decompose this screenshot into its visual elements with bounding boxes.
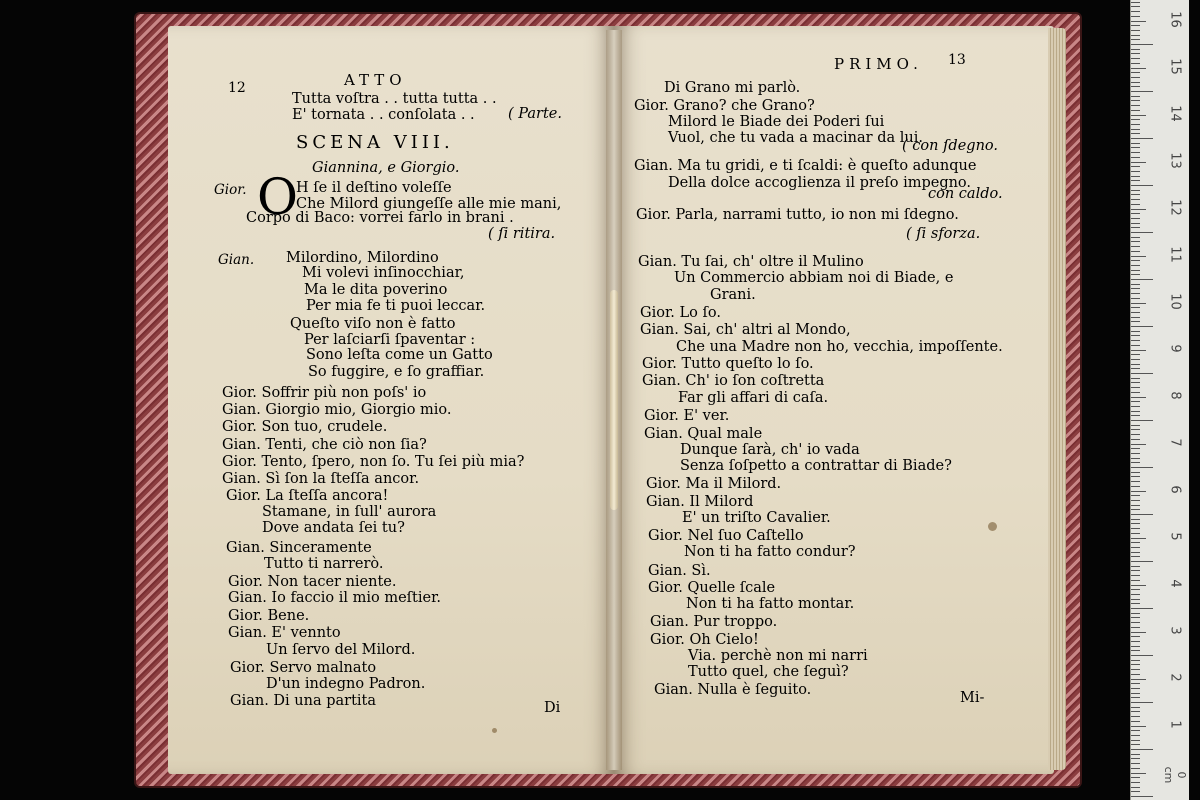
ruler-tick [1131, 415, 1140, 416]
binding-thread [610, 290, 618, 510]
ruler-tick [1131, 773, 1146, 774]
speaker-label: Gian. [218, 252, 255, 268]
ruler-tick [1131, 162, 1146, 163]
ruler-tick [1131, 674, 1140, 675]
ruler-tick [1131, 514, 1153, 515]
dialogue-line: Gian. Giorgio mio, Giorgio mio. [222, 402, 452, 418]
ruler-tick [1131, 185, 1153, 186]
ruler-tick [1131, 63, 1140, 64]
dialogue-line: Far gli affari di caſa. [678, 390, 829, 406]
ruler-tick [1131, 693, 1140, 694]
running-head: PRIMO. [834, 55, 923, 73]
ruler-tick [1131, 679, 1146, 680]
ruler-tick [1131, 721, 1140, 722]
ruler-tick [1131, 378, 1140, 379]
dialogue-line: Gior. Tutto queſto lo ſo. [642, 356, 814, 372]
ruler-tick [1131, 331, 1140, 332]
ruler-tick [1131, 655, 1153, 656]
dialogue-line: Stamane, in ſull' aurora [262, 504, 437, 520]
ruler-tick [1131, 495, 1140, 496]
ruler-tick [1131, 632, 1146, 633]
ruler-tick [1131, 86, 1140, 87]
ruler-tick [1131, 317, 1140, 318]
dialogue-line: Senza ſoſpetto a contrattar di Biade? [680, 458, 952, 474]
ruler-tick [1131, 481, 1140, 482]
ruler-tick [1131, 646, 1140, 647]
ruler-tick [1131, 6, 1140, 7]
ruler-tick [1131, 30, 1140, 31]
ruler-tick [1131, 251, 1140, 252]
ruler-label: 9 [1167, 344, 1183, 353]
ruler-tick [1131, 246, 1140, 247]
ruler-tick [1131, 726, 1146, 727]
dialogue-line: Gian. Tu ſai, ch' oltre il Mulino [638, 254, 864, 270]
ruler-label: 2 [1167, 673, 1183, 682]
ruler-tick [1131, 110, 1140, 111]
ruler-tick [1131, 476, 1140, 477]
ruler-tick [1131, 387, 1140, 388]
verse-line: Tutta voſtra . . tutta tutta . . [292, 91, 497, 107]
ruler-tick [1131, 758, 1140, 759]
dialogue-line: Gior. E' ver. [644, 408, 730, 424]
dialogue-line: Gior. Servo malnato [230, 660, 377, 676]
ruler-tick [1131, 171, 1140, 172]
ruler-tick [1131, 763, 1140, 764]
dialogue-line: Vuol, che tu vada a macinar da lui. [668, 130, 923, 146]
ruler-label: 13 [1167, 152, 1183, 169]
dialogue-line: Gian. Ma tu gridi, e ti ſcaldi: è queſto adunque [634, 158, 977, 174]
dialogue-line: Un Commercio abbiam noi di Biade, e [674, 270, 954, 286]
dialogue-line: Della dolce accoglienza il preſo impegno. [668, 175, 972, 191]
ruler-tick [1131, 256, 1146, 257]
dialogue-line: Un ſervo del Milord. [266, 642, 416, 658]
ruler-tick [1131, 133, 1140, 134]
ruler-tick [1131, 434, 1140, 435]
ruler-tick [1131, 232, 1153, 233]
ruler-tick [1131, 641, 1140, 642]
ruler-label: 3 [1167, 626, 1183, 635]
speaker-label: Gior. [214, 182, 247, 198]
ruler-tick [1131, 35, 1140, 36]
dialogue-line: Gior. Ma il Milord. [646, 476, 782, 492]
stage-direction: Giannina, e Giorgio. [312, 160, 460, 176]
ruler-tick [1131, 307, 1140, 308]
ruler-tick [1131, 570, 1140, 571]
stage-direction: ( ſi ritira. [488, 226, 556, 242]
ruler-tick [1131, 180, 1140, 181]
ruler-tick [1131, 500, 1140, 501]
dialogue-line: Gian. Qual male [644, 426, 763, 442]
ruler-tick [1131, 119, 1140, 120]
ruler-tick [1131, 617, 1140, 618]
ruler-tick [1131, 303, 1146, 304]
ruler-tick [1131, 279, 1153, 280]
ruler-tick [1131, 429, 1140, 430]
ruler-tick [1131, 270, 1140, 271]
ruler-tick [1131, 209, 1146, 210]
dialogue-line: D'un indegno Padron. [266, 676, 426, 692]
ruler-tick [1131, 199, 1140, 200]
ruler-tick [1131, 509, 1140, 510]
dialogue-line: Gior. La ſteſſa ancora! [226, 488, 389, 504]
ruler-label: 6 [1167, 485, 1183, 494]
ruler-tick [1131, 293, 1140, 294]
ruler-label: 1 [1167, 720, 1183, 729]
ruler-tick [1131, 768, 1140, 769]
ruler-tick [1131, 406, 1140, 407]
ruler-tick [1131, 594, 1140, 595]
ruler-tick [1131, 740, 1140, 741]
verse-line: H ſe il deſtino voleſſe [296, 180, 452, 196]
ruler-tick [1131, 397, 1146, 398]
ruler-tick [1131, 716, 1140, 717]
ruler-tick [1131, 100, 1140, 101]
ruler-tick [1131, 194, 1140, 195]
dialogue-line: Gior. Nel ſuo Caſtello [648, 528, 804, 544]
ink-stain [492, 728, 497, 733]
ruler-tick [1131, 152, 1140, 153]
verse-line: So fuggire, e ſo graffiar. [308, 364, 485, 380]
dialogue-line: Gior. Bene. [228, 608, 310, 624]
ruler-tick [1131, 53, 1140, 54]
ruler-tick [1131, 566, 1140, 567]
ruler-tick [1131, 321, 1140, 322]
ruler-tick [1131, 782, 1140, 783]
ruler-tick [1131, 538, 1146, 539]
stage-direction: ( Parte. [508, 106, 562, 122]
dialogue-line: Gian. Nulla è ſeguito. [654, 682, 812, 698]
ruler-tick [1131, 533, 1140, 534]
ruler-tick [1131, 791, 1140, 792]
dialogue-line: Gian. Sì. [648, 563, 711, 579]
dialogue-line: Gian. Di una partita [230, 693, 377, 709]
ruler-tick [1131, 350, 1146, 351]
catchword: Di [544, 700, 561, 716]
dialogue-line: Gian. Sì ſon la ſteſſa ancor. [222, 471, 420, 487]
dialogue-line: Gior. Non tacer niente. [228, 574, 397, 590]
ruler-tick [1131, 688, 1140, 689]
ruler-tick [1131, 190, 1140, 191]
page-edges [1048, 28, 1066, 770]
ruler-tick [1131, 730, 1140, 731]
ruler-tick [1131, 241, 1140, 242]
ruler-tick [1131, 284, 1140, 285]
stage-direction: ( ſi sforza. [906, 226, 981, 242]
ruler-tick [1131, 274, 1140, 275]
ruler-tick [1131, 129, 1140, 130]
ruler-tick [1131, 735, 1140, 736]
ruler-tick [1131, 552, 1140, 553]
ruler-tick [1131, 603, 1140, 604]
ruler-tick [1131, 96, 1140, 97]
verse-line: Per laſciarſi ſpaventar : [304, 332, 476, 348]
ruler-tick [1131, 16, 1140, 17]
ruler-tick [1131, 519, 1140, 520]
dialogue-line: Tutto quel, che ſeguì? [688, 664, 849, 680]
ruler-tick [1131, 486, 1140, 487]
ruler-tick [1131, 298, 1140, 299]
ruler-tick [1131, 335, 1140, 336]
ruler-tick [1131, 25, 1140, 26]
ruler-tick [1131, 754, 1140, 755]
ruler-tick [1131, 345, 1140, 346]
verse-line: Queſto viſo non è fatto [290, 316, 456, 332]
dialogue-line: Di Grano mi parlò. [664, 80, 801, 96]
measurement-ruler [1130, 0, 1189, 800]
drop-cap: O [257, 168, 298, 226]
dialogue-line: Gior. Parla, narrami tutto, io non mi ſdegno. [636, 207, 959, 223]
ruler-tick [1131, 796, 1153, 797]
page-number: 13 [948, 52, 966, 68]
ruler-tick [1131, 453, 1140, 454]
ruler-tick [1131, 787, 1140, 788]
ruler-label: 4 [1167, 579, 1183, 588]
ruler-tick [1131, 636, 1140, 637]
ruler-tick [1131, 589, 1140, 590]
ruler-tick [1131, 392, 1140, 393]
ruler-tick [1131, 143, 1140, 144]
ruler-tick [1131, 664, 1140, 665]
ruler-tick [1131, 39, 1140, 40]
ruler-label: 16 [1167, 11, 1183, 28]
ruler-tick [1131, 147, 1140, 148]
ruler-tick [1131, 749, 1153, 750]
ruler-tick [1131, 467, 1153, 468]
ruler-tick [1131, 542, 1140, 543]
ruler-tick [1131, 68, 1146, 69]
stage-direction: ( con ſdegno. [902, 138, 998, 154]
dialogue-line: Gian. Tenti, che ciò non ſia? [222, 437, 427, 453]
ruler-tick [1131, 702, 1153, 703]
dialogue-line: Non ti ha fatto condur? [684, 544, 856, 560]
ruler-tick [1131, 458, 1140, 459]
ruler-tick [1131, 213, 1140, 214]
ruler-tick [1131, 11, 1140, 12]
ruler-tick [1131, 585, 1146, 586]
dialogue-line: Tutto ti narrerò. [264, 556, 384, 572]
dialogue-line: Gior. Grano? che Grano? [634, 98, 815, 114]
ruler-label: 8 [1167, 391, 1183, 400]
dialogue-line: Non ti ha fatto montar. [686, 596, 855, 612]
ruler-tick [1131, 697, 1140, 698]
verse-line: Che Milord giungeſſe alle mie mani, [296, 196, 562, 212]
dialogue-line: Gian. Sai, ch' altri al Mondo, [640, 322, 851, 338]
dialogue-line: Milord le Biade dei Poderi ſui [668, 114, 885, 130]
ruler-tick [1131, 599, 1140, 600]
dialogue-line: E' un triſto Cavalier. [682, 510, 831, 526]
ruler-tick [1131, 777, 1140, 778]
ruler-tick [1131, 72, 1140, 73]
ruler-tick [1131, 227, 1140, 228]
ruler-tick [1131, 364, 1140, 365]
running-head: ATTO [344, 71, 407, 89]
ruler-tick [1131, 711, 1140, 712]
ruler-tick [1131, 91, 1153, 92]
ruler-tick [1131, 265, 1140, 266]
ruler-tick [1131, 124, 1140, 125]
verse-line: E' tornata . . conſolata . . [292, 107, 475, 123]
dialogue-line: Gian. E' vennto [228, 625, 341, 641]
ruler-tick [1131, 580, 1140, 581]
ruler-tick [1131, 312, 1140, 313]
dialogue-line: Che una Madre non ho, vecchia, impoſſente. [676, 339, 1003, 355]
ruler-tick [1131, 77, 1140, 78]
ruler-tick [1131, 547, 1140, 548]
dialogue-line: Gior. Tento, ſpero, non ſo. Tu ſei più mia? [222, 454, 525, 470]
ruler-label: 0 cm [1162, 766, 1188, 784]
ruler-label: 11 [1167, 246, 1183, 263]
ruler-tick [1131, 660, 1140, 661]
ruler-tick [1131, 444, 1146, 445]
ruler-tick [1131, 115, 1146, 116]
ruler-tick [1131, 49, 1140, 50]
ruler-tick [1131, 354, 1140, 355]
ruler-label: 5 [1167, 532, 1183, 541]
dialogue-line: Gian. Io faccio il mio meſtier. [228, 590, 442, 606]
ruler-tick [1131, 523, 1140, 524]
ruler-tick [1131, 707, 1140, 708]
ruler-tick [1131, 462, 1140, 463]
ruler-tick [1131, 326, 1153, 327]
ruler-tick [1131, 448, 1140, 449]
ruler-tick [1131, 359, 1140, 360]
ruler-tick [1131, 411, 1140, 412]
ruler-tick [1131, 683, 1140, 684]
verse-line: Corpo di Baco: vorrei farlo in brani . [246, 210, 514, 226]
dialogue-line: Gior. Soffrir più non poſs' io [222, 385, 427, 401]
ruler-tick [1131, 368, 1140, 369]
ruler-label: 14 [1167, 105, 1183, 122]
ruler-tick [1131, 82, 1140, 83]
dialogue-line: Gian. Il Milord [646, 494, 754, 510]
ruler-tick [1131, 627, 1140, 628]
dialogue-line: Gior. Quelle ſcale [648, 580, 776, 596]
ruler-tick [1131, 425, 1140, 426]
verse-line: Milordino, Milordino [286, 250, 439, 266]
dialogue-line: Gian. Ch' io ſon coſtretta [642, 373, 825, 389]
ruler-tick [1131, 575, 1140, 576]
ruler-tick [1131, 439, 1140, 440]
catchword: Mi- [960, 690, 985, 706]
ruler-tick [1131, 204, 1140, 205]
ruler-tick [1131, 608, 1153, 609]
ruler-tick [1131, 505, 1140, 506]
dialogue-line: Gior. Son tuo, crudele. [222, 419, 388, 435]
ruler-tick [1131, 44, 1153, 45]
dialogue-line: Grani. [710, 287, 756, 303]
ruler-tick [1131, 622, 1140, 623]
ruler-tick [1131, 382, 1140, 383]
ruler-tick [1131, 373, 1153, 374]
verse-line: Per mia fe ti puoi leccar. [306, 298, 486, 314]
ruler-tick [1131, 669, 1140, 670]
dialogue-line: Gian. Sinceramente [226, 540, 372, 556]
ruler-tick [1131, 223, 1140, 224]
ruler-tick [1131, 218, 1140, 219]
ruler-tick [1131, 166, 1140, 167]
ruler-tick [1131, 528, 1140, 529]
ruler-tick [1131, 491, 1146, 492]
scene-heading: SCENA VIII. [296, 132, 454, 153]
stage-direction: con caldo. [928, 186, 1003, 202]
verse-line: Mi volevi inſinocchiar, [302, 265, 465, 281]
dialogue-line: Gian. Pur troppo. [650, 614, 778, 630]
ruler-tick [1131, 472, 1140, 473]
ruler-tick [1131, 58, 1140, 59]
ruler-tick [1131, 650, 1140, 651]
ink-stain [988, 522, 997, 531]
ruler-tick [1131, 561, 1153, 562]
dialogue-line: Via. perchè non mi narri [688, 648, 868, 664]
ruler-label: 15 [1167, 58, 1183, 75]
ruler-tick [1131, 288, 1140, 289]
dialogue-line: Gior. Oh Cielo! [650, 632, 759, 648]
ruler-tick [1131, 401, 1140, 402]
ruler-label: 12 [1167, 199, 1183, 216]
ruler-tick [1131, 237, 1140, 238]
verse-line: Ma le dita poverino [304, 282, 448, 298]
ruler-tick [1131, 2, 1140, 3]
ruler-tick [1131, 138, 1153, 139]
ruler-tick [1131, 420, 1153, 421]
ruler-tick [1131, 260, 1140, 261]
verse-line: Sono leſta come un Gatto [306, 347, 493, 363]
ruler-tick [1131, 744, 1140, 745]
page-number: 12 [228, 80, 246, 96]
ruler-label: 7 [1167, 438, 1183, 447]
ruler-label: 10 [1167, 293, 1183, 310]
dialogue-line: Gior. Lo ſo. [640, 305, 721, 321]
ruler-tick [1131, 21, 1146, 22]
ruler-tick [1131, 176, 1140, 177]
ruler-tick [1131, 105, 1140, 106]
ruler-tick [1131, 157, 1140, 158]
dialogue-line: Dunque ſarà, ch' io vada [680, 442, 860, 458]
ruler-tick [1131, 556, 1140, 557]
dialogue-line: Dove andata ſei tu? [262, 520, 405, 536]
ruler-tick [1131, 340, 1140, 341]
ruler-tick [1131, 613, 1140, 614]
